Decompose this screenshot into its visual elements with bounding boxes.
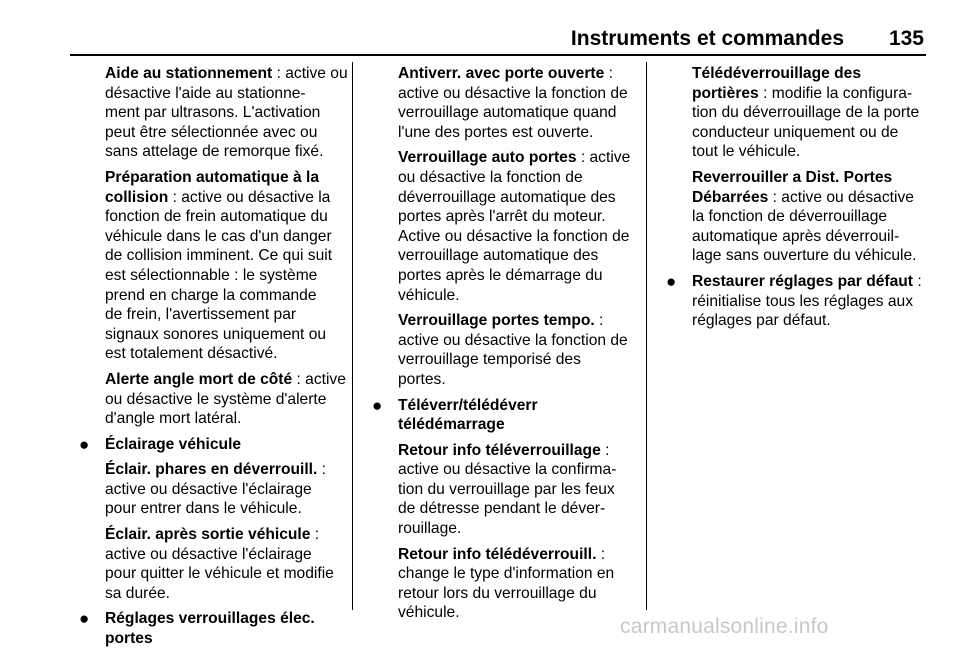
entry-text: désactive l'aide au stationne- (105, 84, 306, 102)
entry-text: réinitialise tous les réglages aux (692, 292, 914, 310)
entry-title: Éclair. après sortie véhicule (105, 526, 311, 544)
entry-title: Éclair. phares en déverrouill. (105, 461, 318, 479)
entry-text: de collision imminent. Ce qui suit (105, 247, 333, 265)
entry-retour-teledeverrouillage (398, 545, 634, 623)
entry-text: portes après le démarrage du (398, 266, 603, 284)
entry-text: Active ou désactive la fonction de (398, 227, 630, 245)
entry-text: : active (576, 149, 631, 167)
bullet-icon: ● (372, 395, 383, 415)
entry-title: Aide au stationnement (105, 65, 273, 82)
entry-text: réglages par défaut. (692, 312, 831, 330)
entry-text: verrouillage automatique quand (398, 104, 617, 122)
bullet-icon: ● (666, 271, 677, 291)
entry-verrouillage-tempo (398, 311, 634, 389)
entry-text: prend en charge la commande (105, 286, 317, 304)
entry-title: Verrouillage auto portes (398, 149, 577, 167)
bullet-eclairage-vehicule (79, 434, 343, 455)
entry-text: automatique après déverrouil- (692, 227, 900, 245)
entry-text: : (600, 441, 610, 459)
bullet-title: Réglages verrouillages élec. (105, 610, 315, 628)
entry-text: déverrouillage automatique des (398, 188, 616, 206)
entry-text: d'angle mort latéral. (105, 410, 242, 428)
entry-eclair-sortie (105, 525, 343, 603)
entry-text: active ou désactive l'éclairage (105, 545, 312, 563)
entry-text: lage sans ouverture du véhicule. (692, 247, 917, 265)
bullet-title: Téléverr/télédéverr (398, 396, 538, 414)
entry-text: retour lors du verrouillage du (398, 584, 597, 602)
entry-text: change le type d'information en (398, 565, 615, 583)
entry-title: Antiverr. avec porte ouverte (398, 65, 605, 82)
entry-title: Télédéverrouillage des (692, 65, 862, 82)
column-right (666, 64, 928, 337)
entry-text: sans attelage de remorque fixé. (105, 143, 324, 161)
entry-text: véhicule. (398, 286, 460, 304)
entry-text: verrouillage temporisé des (398, 351, 581, 369)
entry-text: active ou désactive la fonction de (398, 84, 628, 102)
bullet-icon: ● (79, 434, 90, 454)
entry-text: ment par ultrasons. L'activation (105, 104, 321, 122)
column-divider (352, 62, 353, 610)
entry-text: portes. (398, 370, 446, 388)
entry-text: active ou désactive l'éclairage (105, 480, 312, 498)
entry-text: tion du déverrouillage de la porte (692, 104, 920, 122)
entry-aide-stationnement (105, 64, 348, 162)
column-left (79, 64, 348, 655)
entry-text: véhicule. (398, 604, 460, 622)
header-rule (70, 54, 926, 56)
entry-text: pour entrer dans le véhicule. (105, 500, 302, 518)
entry-title: Verrouillage portes tempo. (398, 312, 595, 330)
entry-title: Préparation automatique à la (105, 168, 320, 186)
entry-title: Reverrouiller a Dist. Portes (692, 168, 893, 186)
entry-text: : active ou désactive la (168, 188, 331, 206)
entry-text: : modifie la configura- (758, 84, 913, 102)
entry-preparation-collision (105, 168, 343, 364)
entry-eclair-phares (105, 460, 343, 519)
page-header-title: Instruments et commandes (570, 27, 844, 50)
entry-verrouillage-auto (398, 148, 634, 305)
entry-text: ou désactive le système d'alerte (105, 390, 327, 408)
entry-antiverr (398, 64, 634, 142)
entry-text: tout le véhicule. (692, 143, 801, 161)
entry-text: active ou désactive la fonction de (398, 331, 628, 349)
entry-text: : active ou désactive (768, 188, 914, 206)
entry-text: tion du verrouillage par les feux (398, 480, 615, 498)
bullet-reglages-verrouillages (79, 609, 343, 648)
entry-text: : (317, 461, 327, 479)
entry-text: : (596, 545, 606, 563)
entry-text: : (310, 526, 320, 544)
entry-reverrouiller (692, 168, 928, 266)
entry-title: portières (692, 84, 759, 102)
entry-text: active ou désactive la confirma- (398, 461, 617, 479)
entry-title: collision (105, 188, 169, 206)
watermark: carmanualsonline.info (620, 615, 829, 638)
entry-text: : active (292, 370, 346, 388)
bullet-icon: ● (79, 609, 90, 629)
bullet-title: Restaurer réglages par défaut (692, 272, 913, 290)
entry-teledeverrouillage-portieres (692, 64, 928, 162)
bullet-title: portes (105, 630, 153, 648)
entry-text: est totalement désactivé. (105, 345, 278, 363)
entry-retour-televerrouillage (398, 441, 634, 539)
entry-text: : (913, 272, 922, 290)
bullet-restaurer-reglages (666, 271, 928, 331)
entry-text: la fonction de déverrouillage (692, 208, 888, 226)
entry-text: portes après l'arrêt du moteur. (398, 208, 606, 226)
entry-text: rouillage. (398, 520, 462, 538)
bullet-title: télédémarrage (398, 416, 505, 434)
page-number: 135 (888, 27, 924, 50)
entry-text: est sélectionnable : le système (105, 266, 318, 284)
entry-text: verrouillage automatique des (398, 247, 599, 265)
column-divider (646, 62, 647, 610)
entry-title: Alerte angle mort de côté (105, 370, 293, 388)
entry-text: conducteur uniquement ou de (692, 123, 899, 141)
entry-text: pour quitter le véhicule et modifie (105, 565, 334, 583)
entry-text: l'une des portes est ouverte. (398, 123, 594, 141)
entry-title: Retour info télédéverrouill. (398, 545, 597, 563)
column-middle (372, 64, 634, 629)
entry-text: : (594, 312, 604, 330)
entry-title: Débarrées (692, 188, 769, 206)
entry-text: signaux sonores uniquement ou (105, 325, 327, 343)
entry-text: fonction de frein automatique du (105, 208, 328, 226)
entry-text: de détresse pendant le déver- (398, 500, 606, 518)
entry-text: de frein, l'avertissement par (105, 306, 297, 324)
entry-text: peut être sélectionnée avec ou (105, 123, 318, 141)
entry-text: sa durée. (105, 584, 171, 602)
entry-text: ou désactive la fonction de (398, 168, 583, 186)
entry-text: : (604, 65, 613, 82)
entry-text: véhicule dans le cas d'un danger (105, 227, 332, 245)
bullet-televerr (372, 395, 634, 435)
entry-text: : active ou (272, 65, 348, 82)
bullet-title: Éclairage véhicule (105, 435, 242, 453)
entry-title: Retour info téléverrouillage (398, 441, 601, 459)
entry-angle-mort (105, 370, 346, 429)
